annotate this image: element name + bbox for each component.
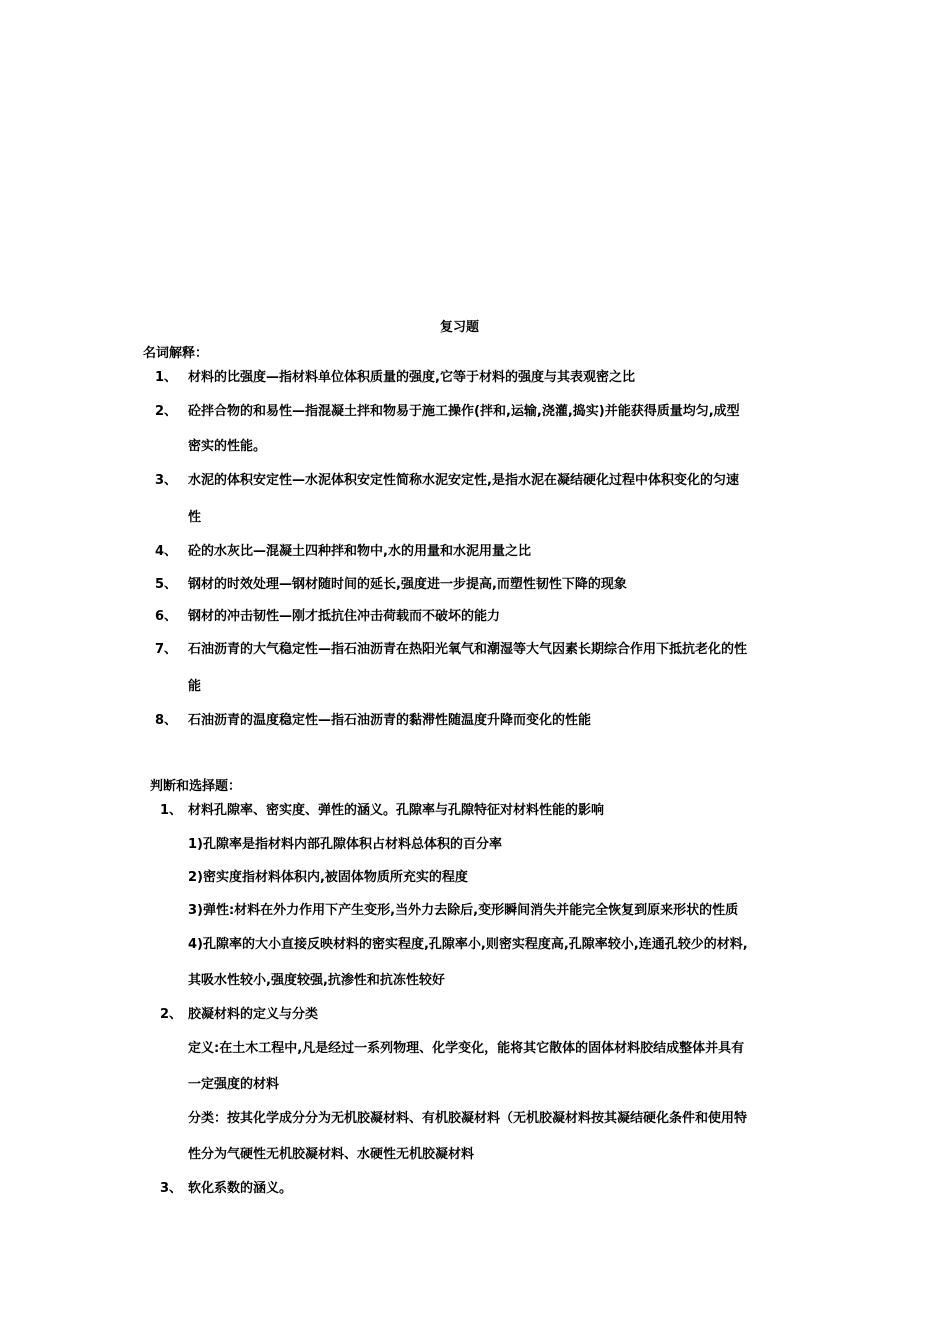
item-number: 1、 bbox=[155, 370, 178, 385]
section-heading-definitions: 名词解释： bbox=[143, 346, 209, 361]
item-number: 2、 bbox=[155, 404, 178, 419]
item-text-continued: 密实的性能。 bbox=[188, 439, 267, 454]
answer-line: 性分为气硬性无机胶凝材料、水硬性无机胶凝材料 bbox=[188, 1147, 475, 1162]
item-text: 石油沥青的温度稳定性—指石油沥青的黏滞性随温度升降而变化的性能 bbox=[188, 713, 592, 728]
answer-line: 定义:在土木工程中,凡是经过一系列物理、化学变化，能将其它散体的固体材料胶结成整体并具有 bbox=[188, 1041, 745, 1056]
item-text-continued: 能 bbox=[188, 679, 202, 694]
item-text: 砼的水灰比—混凝土四种拌和物中,水的用量和水泥用量之比 bbox=[188, 544, 531, 559]
answer-line: 分类：按其化学成分分为无机胶凝材料、有机胶凝材料（无机胶凝材料按其凝结硬化条件和使用特 bbox=[188, 1111, 748, 1126]
item-number: 6、 bbox=[155, 609, 178, 624]
item-text: 石油沥青的大气稳定性—指石油沥青在热阳光氧气和潮湿等大气因素长期综合作用下抵抗老化的性 bbox=[188, 642, 748, 657]
item-number: 3、 bbox=[155, 473, 178, 488]
question-text: 胶凝材料的定义与分类 bbox=[188, 1007, 319, 1022]
item-text: 水泥的体积安定性—水泥体积安定性简称水泥安定性,是指水泥在凝结硬化过程中体积变化的匀速 bbox=[188, 473, 739, 488]
item-number: 7、 bbox=[155, 642, 178, 657]
item-number: 8、 bbox=[155, 713, 178, 728]
page-title: 复习题 bbox=[440, 320, 480, 335]
item-text-continued: 性 bbox=[188, 510, 202, 525]
answer-line: 2)密实度指材料体积内,被固体物质所充实的程度 bbox=[188, 870, 468, 885]
answer-line: 1)孔隙率是指材料内部孔隙体积占材料总体积的百分率 bbox=[188, 837, 502, 852]
item-number: 4、 bbox=[155, 544, 178, 559]
answer-line: 其吸水性较小,强度较强,抗渗性和抗冻性较好 bbox=[188, 973, 445, 988]
item-text: 钢材的时效处理—钢材随时间的延长,强度进一步提高,而塑性韧性下降的现象 bbox=[188, 577, 627, 592]
item-text: 材料的比强度—指材料单位体积质量的强度,它等于材料的强度与其表观密之比 bbox=[188, 370, 635, 385]
section-heading-judgment: 判断和选择题： bbox=[150, 779, 242, 794]
answer-line: 一定强度的材料 bbox=[188, 1077, 280, 1092]
question-number: 2、 bbox=[160, 1007, 183, 1022]
item-text: 钢材的冲击韧性—刚才抵抗住冲击荷载而不破坏的能力 bbox=[188, 609, 501, 624]
question-text: 材料孔隙率、密实度、弹性的涵义。孔隙率与孔隙特征对材料性能的影响 bbox=[188, 803, 605, 818]
question-number: 1、 bbox=[160, 803, 183, 818]
question-number: 3、 bbox=[160, 1181, 183, 1196]
item-text: 砼拌合物的和易性—指混凝土拌和物易于施工操作(拌和,运输,浇灌,捣实)并能获得质量均匀,成型 bbox=[188, 404, 740, 419]
answer-line: 3)弹性:材料在外力作用下产生变形,当外力去除后,变形瞬间消失并能完全恢复到原来形状的性质 bbox=[188, 903, 739, 918]
answer-line: 4)孔隙率的大小直接反映材料的密实程度,孔隙率小,则密实程度高,孔隙率较小,连通孔较少的材料, bbox=[188, 937, 748, 952]
item-number: 5、 bbox=[155, 577, 178, 592]
question-text: 软化系数的涵义。 bbox=[188, 1181, 293, 1196]
